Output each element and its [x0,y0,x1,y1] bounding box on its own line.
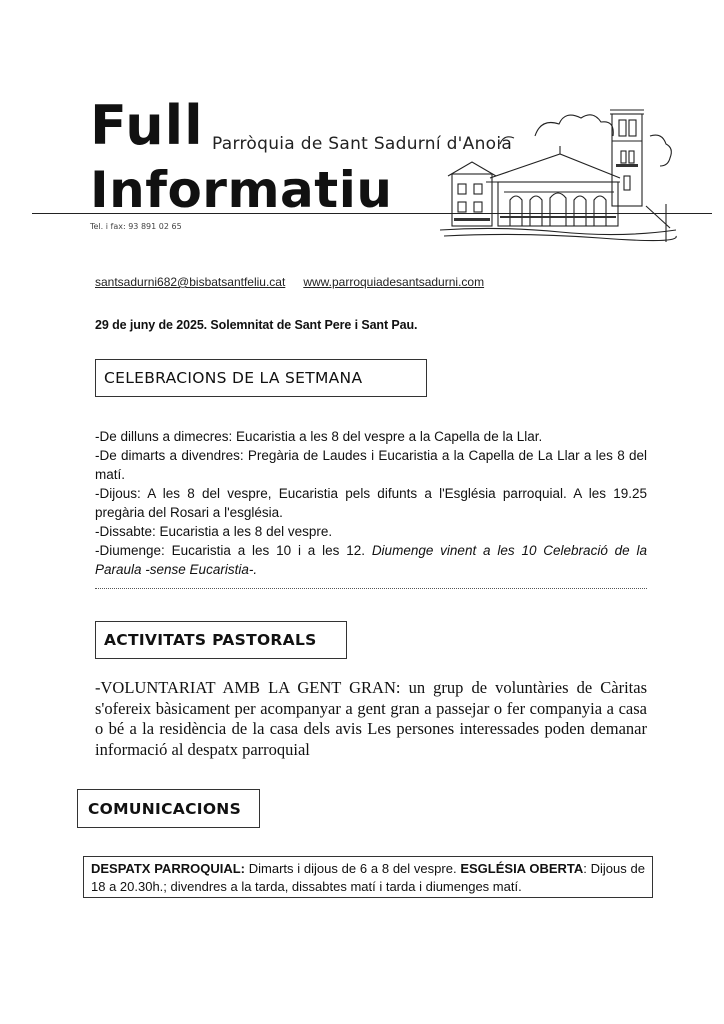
diumenge-text: -Diumenge: Eucaristia a les 10 i a les 12. [95,543,372,558]
esglesia-hours: : Dijous de 18 a 20.30h.; divendres a la tarda, dissabtes matí i tarda i diumenges matí. [91,861,645,894]
activitats-text: -VOLUNTARIAT AMB LA GENT GRAN: un grup de voluntàries de Càritas s'ofereix bàsicament per acompanyar a gent gran a passejar o fer companyia a casa o bé a la residència de la casa dels avis Les persones interessades poden demanar informació al despatx parroquial [95,678,647,759]
activitats-header [95,621,347,659]
list-item: -Dissabte: Eucaristia a les 8 del vespre. [95,524,333,539]
church-drawing-icon [440,96,680,246]
title-informatiu: Informatiu [90,161,393,219]
parish-name: Parròquia de Sant Sadurní d'Anoia [212,134,513,154]
email-link[interactable]: santsadurni682@bisbatsantfeliu.cat [95,275,286,289]
comunicacions-header [77,789,260,828]
list-item: -Dijous: A les 8 del vespre, Eucaristia pels difunts a l'Església parroquial. A les 19.25 pregària del Rosari a l'església. [95,486,647,520]
despatx-info-box [83,856,653,898]
list-item: -De dimarts a divendres: Pregària de Laudes i Eucaristia a la Capella de La Llar a les 8 del matí. [95,448,647,482]
phone-fax: Tel. i fax: 93 891 02 65 [90,222,182,231]
despatx-label: DESPATX PARROQUIAL: [91,861,245,876]
diumenge-note: Diumenge vinent a les 10 Celebració de la Paraula -sense Eucaristia-. [95,543,647,577]
date-line: 29 de juny de 2025. Solemnitat de Sant Pere i Sant Pau. [95,318,418,332]
list-item: -De dilluns a dimecres: Eucaristia a les 8 del vespre a la Capella de la Llar. [95,429,543,444]
list-item [95,541,647,579]
contact-links [95,275,484,289]
dotted-separator [95,588,647,589]
celebracions-header [95,359,427,397]
website-link[interactable]: www.parroquiadesantsadurni.com [303,275,485,289]
despatx-hours: Dimarts i dijous de 6 a 8 del vespre. [244,861,461,876]
title-full: Full [90,94,204,157]
activitats-title: ACTIVITATS PASTORALS [104,631,317,649]
comunicacions-title: COMUNICACIONS [88,799,242,818]
esglesia-label: ESGLÉSIA OBERTA [460,861,584,876]
celebracions-title: CELEBRACIONS DE LA SETMANA [104,369,363,387]
celebracions-list [95,427,647,579]
